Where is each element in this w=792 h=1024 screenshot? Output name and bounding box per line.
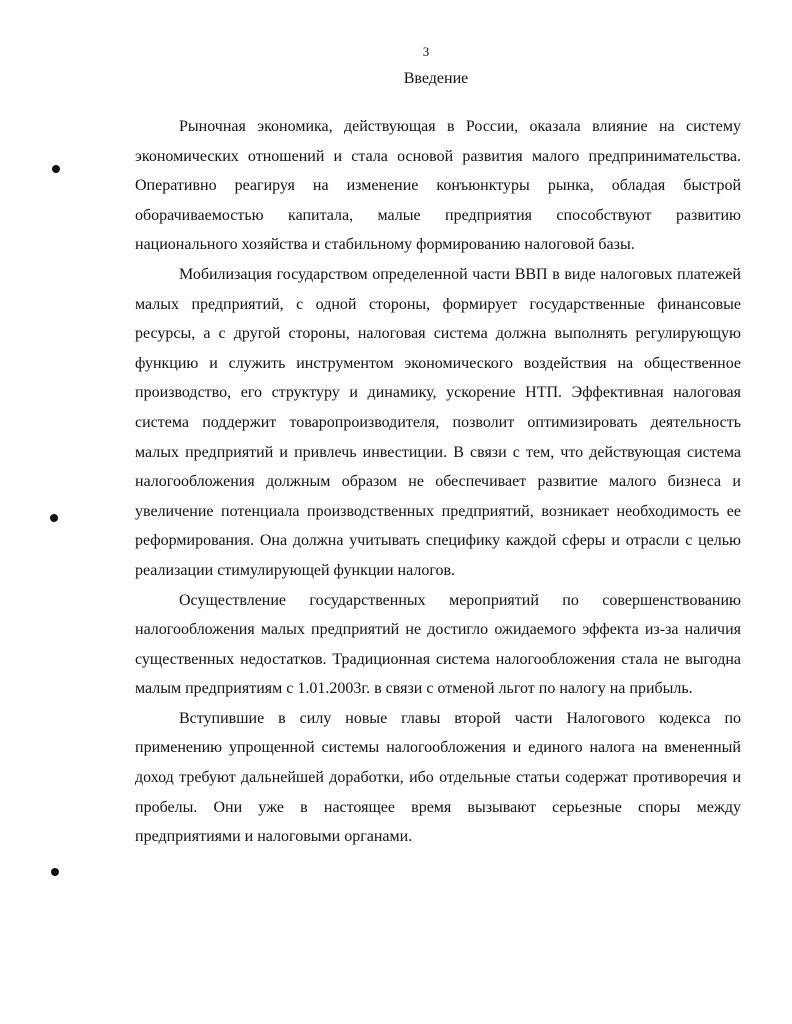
page-number: 3 (422, 44, 430, 59)
paragraph-2: Мобилизация государством определенной части ВВП в виде налоговых платежей малых предприятий, с одной стороны, формирует государственные финансовые ресурсы, а с другой стороны, налоговая система должна выполнять регулирующую функцию и служить инструментом экономического воздействия на общественное производство, его структуру и динамику, ускорение НТП. Эффективная налоговая система поддержит товаропроизводителя, позволит оптимизировать деятельность малых предприятий и привлечь инвестиции. В связи с тем, что действующая система налогообложения должным образом не обеспечивает развитие малого бизнеса и увеличение потенциала производственных предприятий, возникает необходимость ее реформирования. Она должна учитывать специфику каждой сферы и отрасли с целью реализации стимулирующей функции налогов. (135, 265, 741, 579)
punch-hole-dot (50, 514, 58, 522)
paragraph-1: Рыночная экономика, действующая в России, оказала влияние на систему экономических отношений и стала основой развития малого предпринимательства. Оперативно реагируя на изменение конъюнктуры рынка, обладая быстрой оборачиваемостью капитала, малые предприятия способствуют развитию национального хозяйства и стабильному формированию налоговой базы. (135, 118, 741, 254)
document-body (135, 112, 741, 852)
paragraph-3: Осуществление государственных мероприятий по совершенствованию налогообложения малых предприятий не достигло ожидаемого эффекта из-за наличия существенных недостатков. Традиционная система налогообложения стала не выгодна малым предприятиям с 1.01.2003г. в связи с отменой льгот по налогу на прибыль. (135, 591, 741, 698)
punch-hole-dot (52, 165, 60, 173)
page-title: Введение (403, 70, 469, 87)
paragraph-4: Вступившие в силу новые главы второй части Налогового кодекса по применению упрощенной системы налогообложения и единого налога на вмененный доход требуют дальнейшей доработки, ибо отдельные статьи содержат противоречия и пробелы. Они уже в настоящее время вызывают серьезные споры между предприятиями и налоговыми органами. (135, 709, 741, 846)
punch-hole-dot (51, 868, 59, 876)
